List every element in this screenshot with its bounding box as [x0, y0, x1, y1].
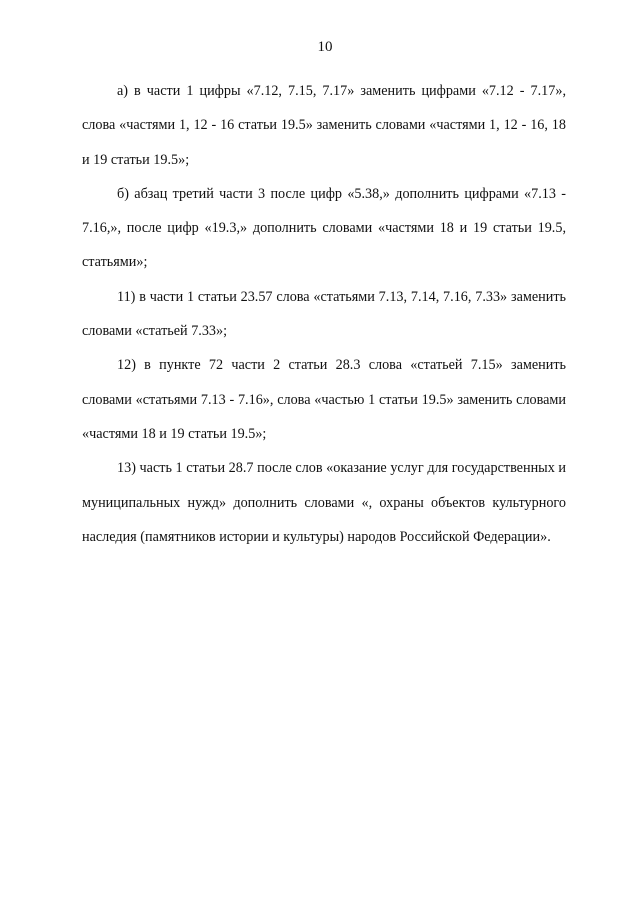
paragraph-12: 12) в пункте 72 части 2 статьи 28.3 слова «статьей 7.15» заменить словами «статьями 7.13 - 7.16», слова «частью 1 статьи 19.5» заменить словами «частями 18 и 19 статьи 19.5»;	[82, 357, 566, 442]
page-number: 10	[317, 39, 333, 55]
paragraph-a: а) в части 1 цифры «7.12, 7.15, 7.17» заменить цифрами «7.12 - 7.17», слова «частями 1, 12 - 16 статьи 19.5» заменить словами «частями 1, 12 - 16, 18 и 19 статьи 19.5»;	[82, 83, 566, 168]
paragraph-b: б) абзац третий части 3 после цифр «5.38,» дополнить цифрами «7.13 - 7.16,», после цифр «19.3,» дополнить словами «частями 18 и 19 статьи 19.5, статьями»;	[82, 185, 566, 271]
document-body	[82, 74, 566, 554]
paragraph-11: 11) в части 1 статьи 23.57 слова «статьями 7.13, 7.14, 7.16, 7.33» заменить словами «статьей 7.33»;	[82, 288, 566, 340]
paragraph-13: 13) часть 1 статьи 28.7 после слов «оказание услуг для государственных и муниципальных нужд» дополнить словами «, охраны объектов культурного наследия (памятников истории и культуры) народов Российской Федерации».	[82, 460, 566, 545]
